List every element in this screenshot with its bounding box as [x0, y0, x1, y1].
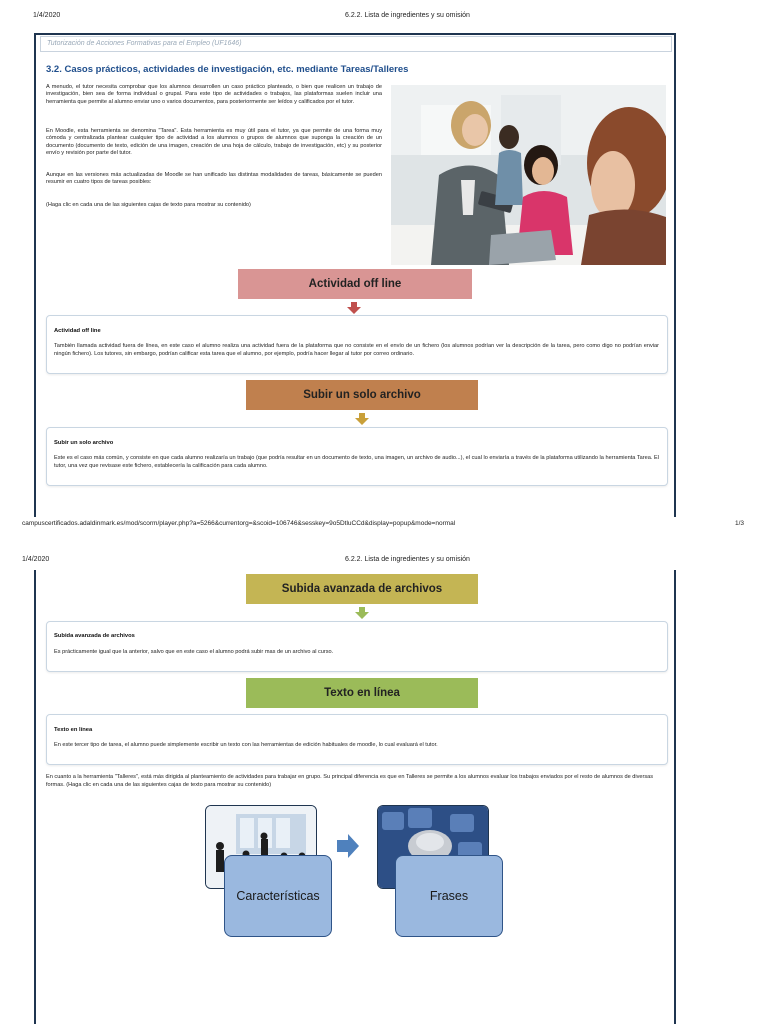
document-title: 6.2.2. Lista de ingredientes y su omisión: [345, 556, 470, 563]
arrow-down-icon: [355, 607, 369, 619]
intro-paragraph-4: (Haga clic en cada una de las siguientes cajas de texto para mostrar su contenido): [46, 202, 251, 208]
course-header: Tutorización de Acciones Formativas para el Empleo (UF1646): [47, 40, 242, 47]
intro-paragraph-2: En Moodle, esta herramienta se denomina "Tarea". Esta herramienta es muy útil para el tutor, ya que permite de una forma muy cómoda y centralizada plantear cualquier tipo de actividad a los alumnos o grupos de alumnos que suponga la creación de un documento (documento de texto, edición de una imagen, creación de una hoja de cálculo, trabajo de investigación, etc) y su posterior envío y revisión por parte del tutor.: [46, 128, 382, 156]
document-title: 6.2.2. Lista de ingredientes y su omisión: [345, 12, 470, 19]
banner-subir-un-solo-archivo[interactable]: Subir un solo archivo: [246, 380, 478, 410]
box-subir-un-solo-archivo: [46, 427, 668, 486]
box-actividad-off-line: [46, 315, 668, 374]
section-title: 3.2. Casos prácticos, actividades de investigación, etc. mediante Tareas/Talleres: [46, 64, 409, 75]
course-header-bar: [40, 36, 672, 52]
banner-subida-avanzada[interactable]: Subida avanzada de archivos: [246, 574, 478, 604]
box-texto-en-linea: [46, 714, 668, 765]
intro-paragraph-3: Aunque en las versiones más actualizadas de Moodle se han unificado las distintas modalidades de tareas, básicamente se pueden resumir en cuatro tipos de tareas posibles:: [46, 172, 382, 186]
card-frases[interactable]: Frases: [395, 855, 503, 937]
print-date: 1/4/2020: [33, 12, 61, 19]
banner-texto-en-linea[interactable]: Texto en línea: [246, 678, 478, 708]
box-title: Subida avanzada de archivos: [54, 633, 135, 639]
box-title: Subir un solo archivo: [54, 440, 114, 446]
office-photo: [391, 85, 666, 265]
box-text: Este es el caso más común, y consiste en que cada alumno realizaría un trabajo (que podría resultar en un documento de texto, una imagen, un archivo de audio...), el cual lo enviaría a través de la plataforma utilizando la herramienta Tarea. El tutor, una vez que revisase este fichero, establecería la calificación para cada alumno.: [54, 455, 659, 469]
banner-actividad-off-line[interactable]: Actividad off line: [238, 269, 472, 299]
footer-url: campuscertificados.adaldinmark.es/mod/scorm/player.php?a=5266&currentorg=&scoid=106746&sesskey=9o5DtluCCd&display=popup&mode=normal: [22, 520, 456, 527]
card-caracteristicas[interactable]: Características: [224, 855, 332, 937]
page-number: 1/3: [735, 520, 745, 527]
box-title: Texto en línea: [54, 727, 93, 733]
box-text: Es prácticamente igual que la anterior, salvo que en este caso el alumno podrá subir mas de un archivo al curso.: [54, 649, 334, 655]
arrow-right-icon: [337, 834, 359, 858]
arrow-down-icon: [355, 413, 369, 425]
box-text: También llamada actividad fuera de línea, en este caso el alumno realiza una actividad fuera de la plataforma que no consiste en el envío de un fichero (los alumnos podrían ver la descripción de la tarea, pero como digo no podrían enviar ningún fichero). Los tutores, sin embargo, podrían calificar esta tarea que el alumno, por ejemplo, podría hacer llegar al tutor por correo ordinario.: [54, 343, 659, 357]
intro-paragraph-1: A menudo, el tutor necesita comprobar que los alumnos desarrollen un caso práctico planteado, o bien que realicen un trabajo de investigación, bien sea de forma individual o grupal. Para este tipo de actividades o trabajos, las plataformas suelen incluir una herramienta que permite al alumno enviar uno o varios documentos, para posteriormente ser leídos y calificados por el tutor.: [46, 84, 382, 105]
talleres-paragraph: En cuanto a la herramienta "Talleres", está más dirigida al planteamiento de actividades para trabajar en grupo. Su principal diferencia es que en Talleres se permite a los alumnos evaluar los trabajos enviados por el resto de alumnos de diversas formas. (Haga clic en cada una de las siguientes cajas de texto para mostrar su contenido): [46, 774, 654, 788]
box-title: Actividad off line: [54, 328, 101, 334]
arrow-down-icon: [347, 302, 361, 314]
print-date: 1/4/2020: [22, 556, 50, 563]
box-text: En este tercer tipo de tarea, el alumno puede simplemente escribir un texto con las herramientas de edición habituales de moodle, lo cual evaluará el tutor.: [54, 742, 438, 748]
box-subida-avanzada: [46, 621, 668, 672]
